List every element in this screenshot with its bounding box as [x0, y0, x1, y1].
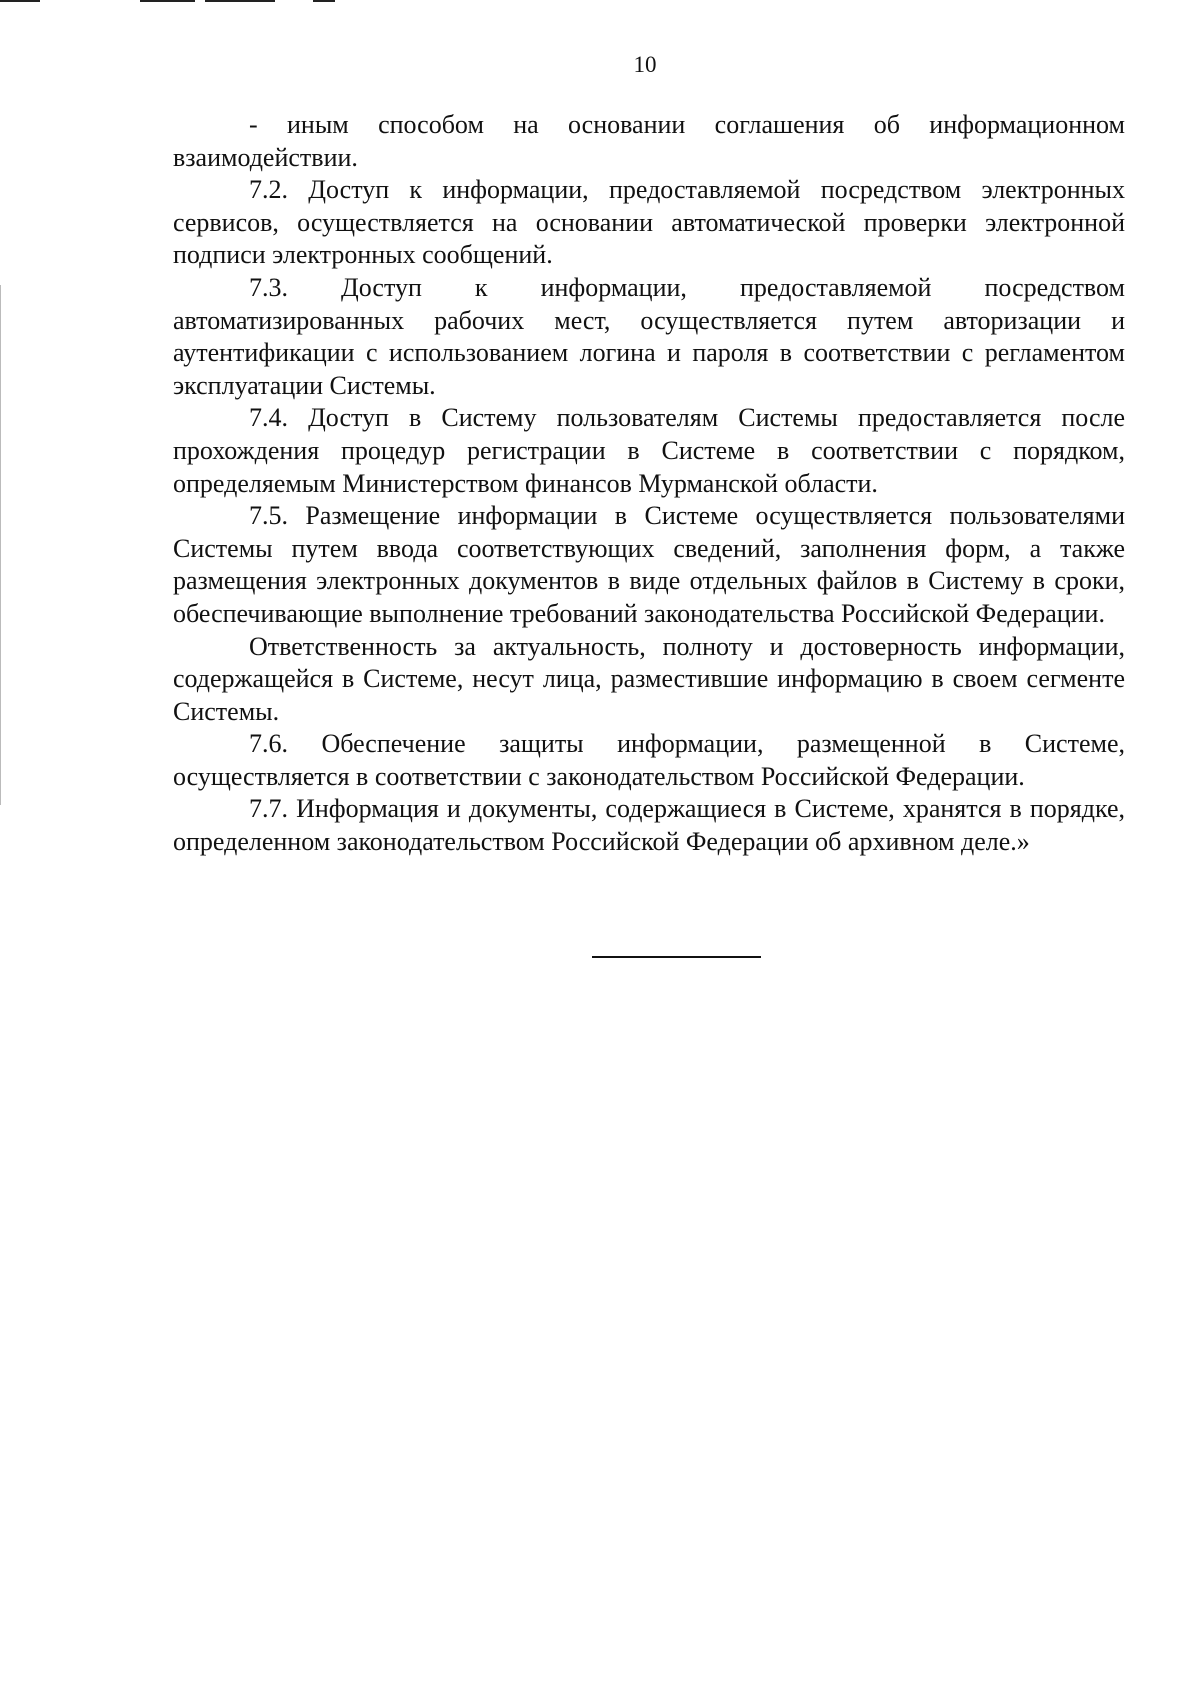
end-divider — [592, 956, 761, 958]
scan-mark-left-edge — [0, 285, 1, 805]
document-body — [173, 109, 1125, 859]
paragraph-responsibility: Ответственность за актуальность, полноту и достоверность информации, содержащейся в Системе, несут лица, разместившие информацию в своем сегменте Системы. — [173, 631, 1125, 726]
paragraph-7-1-item: - иным способом на основании соглашения об информационном взаимодействии. — [173, 110, 1125, 172]
paragraph-7-7: 7.7. Информация и документы, содержащиеся в Системе, хранятся в порядке, определенном законодательством Российской Федерации об архивном деле.» — [173, 794, 1125, 857]
paragraph-7-5: 7.5. Размещение информации в Системе осуществляется пользователями Системы путем ввода соответствующих сведений, заполнения форм, а также размещения электронных документов в виде отдельных файлов в Систему в сроки, обеспечивающие выполнение требований законодательства Российской Федерации. — [173, 501, 1125, 628]
paragraph-7-4: 7.4. Доступ в Систему пользователям Системы предоставляется после прохождения процедур регистрации в Системе в соответствии с порядком, определяемым Министерством финансов Мурманской области. — [173, 403, 1125, 498]
paragraph-7-3: 7.3. Доступ к информации, предоставляемой посредством автоматизированных рабочих мест, осуществляется путем авторизации и аутентификации с использованием логина и пароля в соответствии с регламентом эксплуатации Системы. — [173, 272, 1125, 400]
scan-mark-top-left — [0, 0, 40, 2]
scan-mark-top-2 — [205, 0, 275, 2]
scan-mark-top-1 — [140, 0, 195, 2]
page-number: 10 — [633, 52, 657, 77]
paragraph-7-2: 7.2. Доступ к информации, предоставляемой посредством электронных сервисов, осуществляется на основании автоматической проверки электронной подписи электронных сообщений. — [173, 175, 1125, 270]
scan-mark-top-3 — [313, 0, 335, 2]
paragraph-7-6: 7.6. Обеспечение защиты информации, размещенной в Системе, осуществляется в соответствии с законодательством Российской Федерации. — [173, 729, 1125, 791]
